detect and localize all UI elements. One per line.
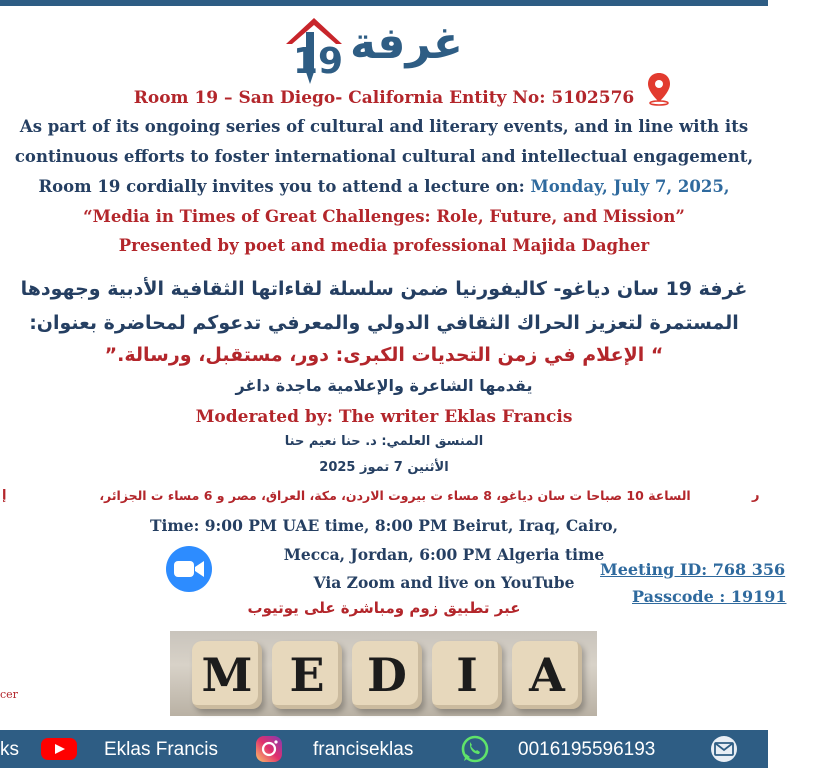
media-letter: M [192, 641, 262, 709]
lecture-title: “Media in Times of Great Challenges: Role, Future, and Mission” [83, 207, 685, 226]
logo-number: 19 [293, 41, 344, 82]
media-letter: E [272, 641, 342, 709]
intro-line-2: continuous efforts to foster international cultural and intellectual engagement, [14, 147, 754, 166]
facebook-name[interactable]: Eklas Francis [104, 739, 219, 760]
youtube-icon[interactable] [40, 735, 78, 763]
meeting-id[interactable]: Meeting ID: 768 356 [600, 560, 786, 579]
top-bar [0, 0, 768, 6]
arabic-line-1: غرفة 19 سان دياغو- كاليفورنيا ضمن سلسلة لقاءاتها الثقافية الأدبية وجهودها [20, 278, 748, 300]
arabic-date: الأثنين 7 تموز 2025 [319, 460, 449, 475]
arabic-edge-left: إ [2, 488, 7, 503]
arabic-coordinator: المنسق العلمي: د. حنا نعيم حنا [284, 434, 484, 449]
edge-text: cer [0, 688, 18, 701]
footer-left-fragment: ks [0, 739, 19, 760]
intro-line-1: As part of its ongoing series of cultural and literary events, and in line with its [19, 117, 749, 136]
logo-arabic: غرفة [350, 18, 463, 69]
email-icon[interactable] [707, 735, 741, 763]
arabic-title: “ الإعلام في زمن التحديات الكبرى: دور، مستقبل، ورسالة.” [104, 344, 664, 366]
arabic-line-2: المستمرة لتعزيز الحراك الثقافي الدولي والمعرفي تدعوكم لمحاضرة بعنوان: [29, 312, 739, 334]
media-letter: D [352, 641, 422, 709]
media-dice-image [170, 631, 597, 716]
location-pin-icon [647, 72, 671, 106]
entity-prefix: Room 19 – San Diego- California Entity No: [133, 88, 552, 108]
moderator-line: Moderated by: The writer Eklas Francis [195, 407, 573, 427]
arabic-edge-right: ر [752, 488, 760, 503]
arabic-via: عبر تطبيق زوم ومباشرة على يوتيوب [247, 599, 521, 617]
whatsapp-icon[interactable] [458, 735, 492, 763]
presenter-line: Presented by poet and media professional Majida Dagher [118, 236, 650, 255]
arabic-presenter: يقدمها الشاعرة والإعلامية ماجدة داغر [235, 376, 533, 395]
media-letter: A [512, 641, 582, 709]
lecture-date: Monday, July 7, 2025, [530, 177, 730, 196]
passcode[interactable]: Passcode : 19191 [632, 587, 787, 606]
instagram-handle[interactable]: franciseklas [313, 739, 414, 760]
via-zoom-line: Via Zoom and live on YouTube [313, 573, 575, 592]
intro-invite: Room 19 cordially invites you to attend a lecture on: [38, 177, 531, 196]
footer-bar [0, 730, 768, 768]
media-letter: I [432, 641, 502, 709]
time-line-2: Mecca, Jordan, 6:00 PM Algeria time [283, 545, 605, 564]
arabic-times: الساعة 10 صباحا ت سان دياغو، 8 مساء ت بيروت الاردن، مكة، العراق، مصر و 6 مساء ت الجزائر، [99, 488, 691, 503]
zoom-icon[interactable] [165, 545, 213, 593]
entity-number: 5102576 [551, 88, 635, 108]
phone-number[interactable]: 0016195596193 [518, 739, 656, 760]
time-line-1: Time: 9:00 PM UAE time, 8:00 PM Beirut, Iraq, Cairo, [149, 516, 619, 535]
intro-line-3 [0, 177, 768, 196]
instagram-icon[interactable] [254, 735, 284, 763]
